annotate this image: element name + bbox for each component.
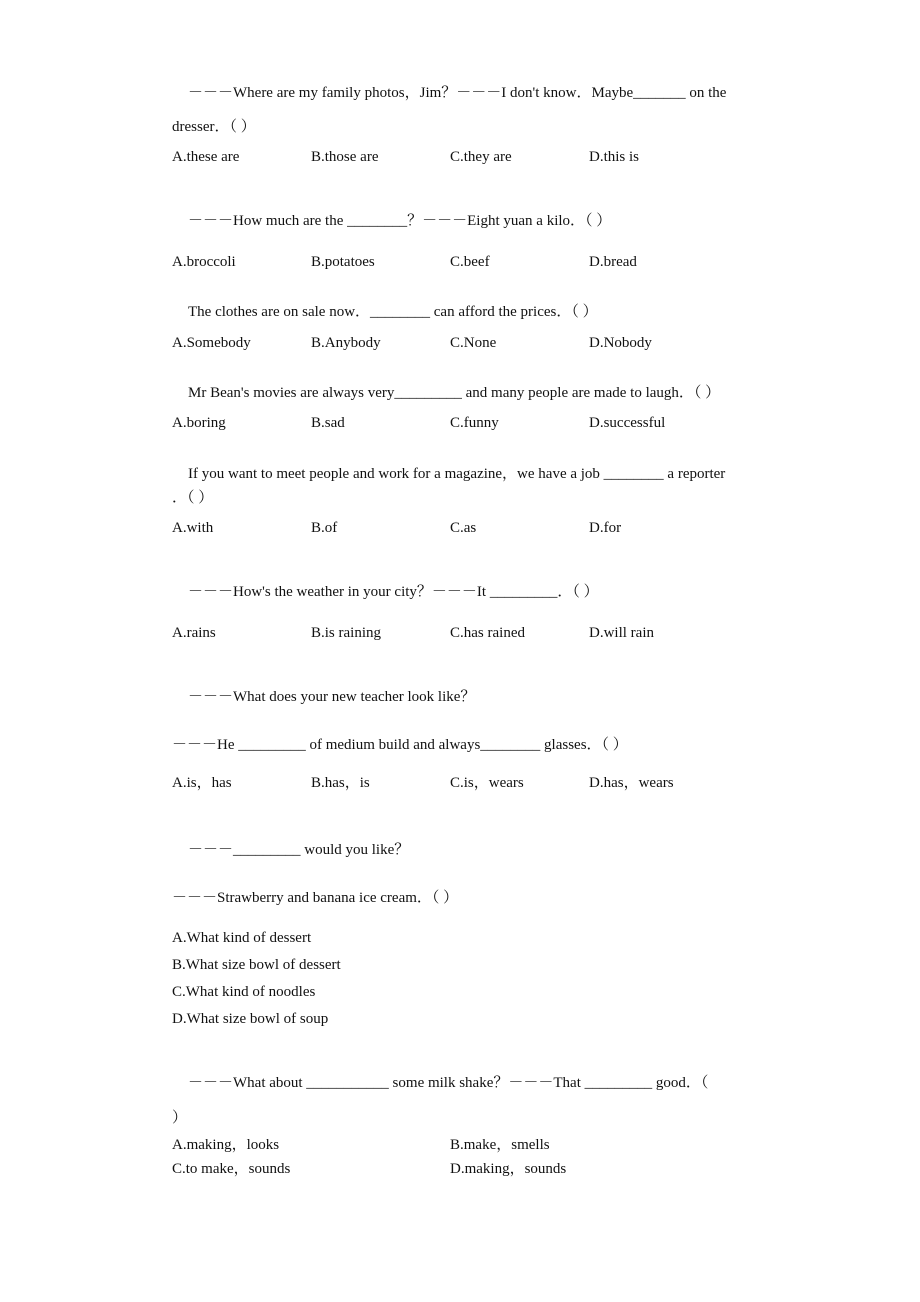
q4-option-c: C.funny (450, 415, 499, 431)
q2-stem: －－－How much are the ________？－－－Eight yuan a kilo．（ ） (188, 213, 612, 229)
q5-stem-line1: If you want to meet people and work for a magazine，we have a job ________ a reporter (188, 466, 726, 482)
q8-option-a: A.What kind of dessert (172, 930, 312, 946)
q6-option-d: D.will rain (589, 625, 654, 641)
q6-option-c: C.has rained (450, 625, 525, 641)
q2-option-c: C.beef (450, 254, 490, 270)
q7-option-b: B.has，is (311, 775, 370, 791)
q4-option-a: A.boring (172, 415, 226, 431)
q8-stem-line2: －－－Strawberry and banana ice cream．（ ） (172, 890, 459, 906)
q1-option-a: A.these are (172, 149, 240, 165)
q8-option-b: B.What size bowl of dessert (172, 957, 341, 973)
q5-option-d: D.for (589, 520, 622, 536)
q1-option-b: B.those are (311, 149, 379, 165)
q8-option-c: C.What kind of noodles (172, 984, 316, 1000)
q4-option-d: D.successful (589, 415, 666, 431)
q5-stem-line2: ．（ ） (172, 490, 214, 506)
q7-option-a: A.is，has (172, 775, 232, 791)
q7-option-d: D.has，wears (589, 775, 674, 791)
q5-option-b: B.of (311, 520, 338, 536)
q5-option-c: C.as (450, 520, 477, 536)
q7-stem-line2: －－－He _________ of medium build and always________ glasses．（ ） (172, 737, 628, 753)
q1-stem-line2: dresser．（ ） (172, 119, 256, 135)
q1-option-c: C.they are (450, 149, 512, 165)
q9-option-c: C.to make，sounds (172, 1161, 291, 1177)
q4-option-b: B.sad (311, 415, 345, 431)
q7-stem-line1: －－－What does your new teacher look like？ (188, 689, 476, 705)
q6-stem: －－－How's the weather in your city？－－－It _________．（ ） (188, 584, 599, 600)
q1-stem-line1: －－－Where are my family photos，Jim？－－－I don't know．Maybe_______ on the (188, 85, 727, 101)
q9-option-b: B.make，smells (450, 1137, 550, 1153)
q3-stem: The clothes are on sale now．________ can afford the prices．（ ） (188, 304, 598, 320)
q9-option-a: A.making，looks (172, 1137, 280, 1153)
q3-option-b: B.Anybody (311, 335, 381, 351)
q6-option-a: A.rains (172, 625, 216, 641)
q5-option-a: A.with (172, 520, 214, 536)
q1-option-d: D.this is (589, 149, 640, 165)
q9-stem-line2: ） (172, 1110, 188, 1126)
q8-stem-line1: －－－_________ would you like？ (188, 842, 410, 858)
q2-option-d: D.bread (589, 254, 637, 270)
q9-option-d: D.making，sounds (450, 1161, 567, 1177)
q4-stem: Mr Bean's movies are always very_________ and many people are made to laugh．（ ） (188, 385, 721, 401)
q3-option-a: A.Somebody (172, 335, 251, 351)
q3-option-c: C.None (450, 335, 497, 351)
q2-option-b: B.potatoes (311, 254, 375, 270)
q6-option-b: B.is raining (311, 625, 381, 641)
q3-option-d: D.Nobody (589, 335, 652, 351)
q7-option-c: C.is，wears (450, 775, 524, 791)
q9-stem-line1: －－－What about ___________ some milk shake？－－－That _________ good．（ (188, 1075, 709, 1091)
q8-option-d: D.What size bowl of soup (172, 1011, 329, 1027)
q2-option-a: A.broccoli (172, 254, 236, 270)
